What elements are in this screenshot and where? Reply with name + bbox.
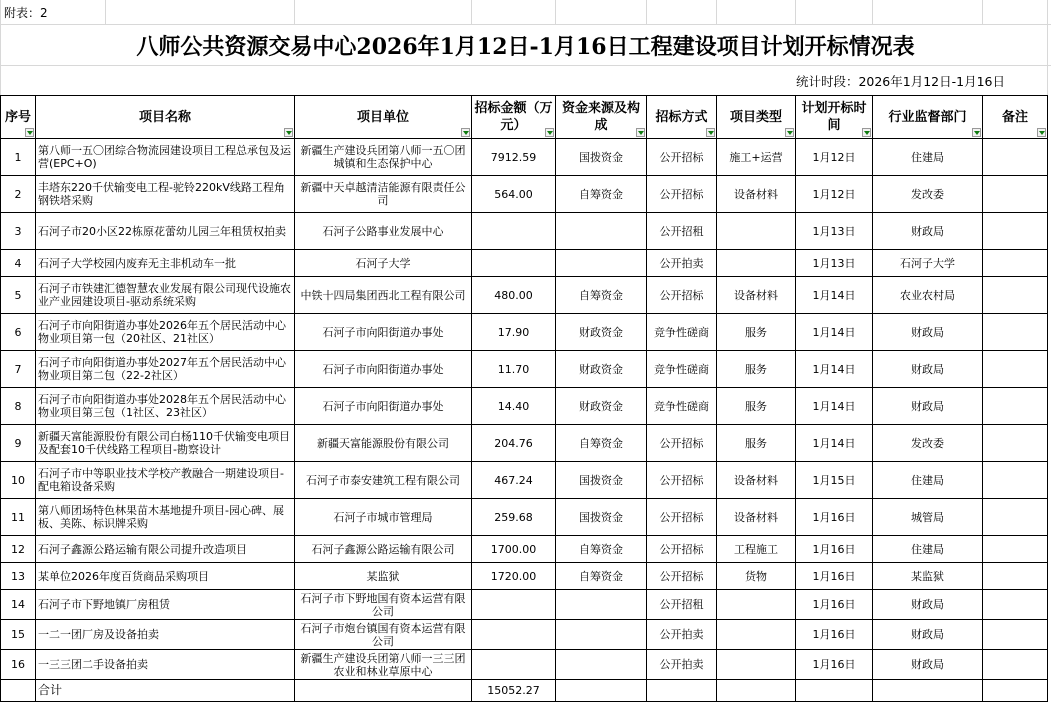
- cell-seq[interactable]: 13: [1, 563, 36, 590]
- cell-supervisor[interactable]: 发改委: [873, 176, 983, 213]
- cell-project-unit[interactable]: 某监狱: [295, 563, 472, 590]
- cell-remarks[interactable]: [983, 176, 1048, 213]
- cell-seq[interactable]: 6: [1, 314, 36, 351]
- table-row: [1, 620, 1048, 650]
- cell-seq[interactable]: 9: [1, 425, 36, 462]
- cell-amount[interactable]: [472, 620, 556, 650]
- cell-project-type[interactable]: 货物: [717, 563, 796, 590]
- cell-seq[interactable]: 5: [1, 277, 36, 314]
- cell-supervisor[interactable]: 石河子大学: [873, 250, 983, 277]
- cell-project-name[interactable]: 一二一团厂房及设备拍卖: [36, 620, 295, 650]
- empty-cell[interactable]: [983, 680, 1048, 702]
- cell-supervisor[interactable]: 财政局: [873, 213, 983, 250]
- cell-remarks[interactable]: [983, 425, 1048, 462]
- cell-bid-method[interactable]: 公开招租: [647, 590, 717, 620]
- cell-planned-time[interactable]: 1月14日: [796, 351, 873, 388]
- header-project-unit[interactable]: 项目单位: [295, 96, 472, 139]
- empty-cell[interactable]: [1, 680, 36, 702]
- cell-project-name[interactable]: 石河子市向阳街道办事处2028年五个居民活动中心物业项目第三包（1社区、23社区）: [36, 388, 295, 425]
- cell-project-name[interactable]: 石河子鑫源公路运输有限公司提升改造项目: [36, 536, 295, 563]
- gridline: [0, 24, 1051, 25]
- cell-project-type[interactable]: 服务: [717, 314, 796, 351]
- filter-dropdown-icon[interactable]: [972, 128, 981, 137]
- cell-project-type[interactable]: [717, 590, 796, 620]
- cell-seq[interactable]: 14: [1, 590, 36, 620]
- cell-fund-source[interactable]: 财政资金: [556, 388, 647, 425]
- empty-cell[interactable]: [295, 680, 472, 702]
- cell-amount[interactable]: [472, 650, 556, 680]
- cell-bid-method[interactable]: 公开招标: [647, 139, 717, 176]
- cell-remarks[interactable]: [983, 590, 1048, 620]
- table-row: [1, 499, 1048, 536]
- cell-remarks[interactable]: [983, 277, 1048, 314]
- empty-cell[interactable]: [647, 680, 717, 702]
- gridline: [795, 0, 796, 24]
- cell-project-type[interactable]: 设备材料: [717, 499, 796, 536]
- cell-planned-time[interactable]: 1月16日: [796, 590, 873, 620]
- cell-project-name[interactable]: 石河子大学校园内废弃无主非机动车一批: [36, 250, 295, 277]
- gridline: [0, 65, 1051, 66]
- cell-project-name[interactable]: 丰塔东220千伏输变电工程-驼铃220kV线路工程角钢铁塔采购: [36, 176, 295, 213]
- statistics-period: 统计时段：2026年1月12日-1月16日: [795, 74, 1005, 89]
- empty-cell[interactable]: [556, 680, 647, 702]
- cell-bid-method[interactable]: 竞争性磋商: [647, 351, 717, 388]
- cell-project-name[interactable]: 某单位2026年度百货商品采购项目: [36, 563, 295, 590]
- cell-project-name[interactable]: 石河子市20小区22栋原花蕾幼儿园三年租赁权拍卖: [36, 213, 295, 250]
- cell-supervisor[interactable]: 财政局: [873, 620, 983, 650]
- cell-bid-method[interactable]: 公开招标: [647, 425, 717, 462]
- cell-seq[interactable]: 11: [1, 499, 36, 536]
- cell-project-unit[interactable]: 新疆生产建设兵团第八师一五〇团城镇和生态保护中心: [295, 139, 472, 176]
- cell-seq[interactable]: 3: [1, 213, 36, 250]
- cell-bid-method[interactable]: 公开招标: [647, 277, 717, 314]
- cell-project-type[interactable]: [717, 250, 796, 277]
- cell-fund-source[interactable]: 国拨资金: [556, 499, 647, 536]
- table-row: [1, 176, 1048, 213]
- cell-planned-time[interactable]: 1月13日: [796, 213, 873, 250]
- cell-planned-time[interactable]: 1月16日: [796, 650, 873, 680]
- cell-project-name[interactable]: 新疆天富能源股份有限公司白杨110千伏输变电项目及配套10千伏线路工程项目-勘察设计: [36, 425, 295, 462]
- cell-seq[interactable]: 1: [1, 139, 36, 176]
- gridline: [105, 0, 106, 24]
- cell-remarks[interactable]: [983, 351, 1048, 388]
- page-title: 八师公共资源交易中心2026年1月12日-1月16日工程建设项目计划开标情况表: [136, 34, 915, 60]
- total-label[interactable]: 合计: [36, 680, 295, 702]
- table-row: [1, 351, 1048, 388]
- table-row: [1, 563, 1048, 590]
- cell-project-name[interactable]: 石河子市铁建汇德智慧农业发展有限公司现代设施农业产业园建设项目-驱动系统采购: [36, 277, 295, 314]
- cell-fund-source[interactable]: 自筹资金: [556, 277, 647, 314]
- cell-planned-time[interactable]: 1月16日: [796, 620, 873, 650]
- cell-remarks[interactable]: [983, 139, 1048, 176]
- cell-project-unit[interactable]: 石河子市向阳街道办事处: [295, 314, 472, 351]
- cell-planned-time[interactable]: 1月14日: [796, 388, 873, 425]
- cell-bid-method[interactable]: 竞争性磋商: [647, 388, 717, 425]
- cell-amount[interactable]: 204.76: [472, 425, 556, 462]
- empty-cell[interactable]: [717, 680, 796, 702]
- cell-planned-time[interactable]: 1月12日: [796, 176, 873, 213]
- bid-schedule-table: [0, 95, 1048, 702]
- cell-supervisor[interactable]: 住建局: [873, 462, 983, 499]
- cell-project-type[interactable]: 服务: [717, 425, 796, 462]
- header-fund-source[interactable]: 资金来源及构成: [556, 96, 647, 139]
- cell-bid-method[interactable]: 公开招标: [647, 176, 717, 213]
- table-row: [1, 388, 1048, 425]
- cell-supervisor[interactable]: 城管局: [873, 499, 983, 536]
- cell-remarks[interactable]: [983, 314, 1048, 351]
- cell-bid-method[interactable]: 公开招标: [647, 563, 717, 590]
- cell-bid-method[interactable]: 公开拍卖: [647, 620, 717, 650]
- cell-supervisor[interactable]: 某监狱: [873, 563, 983, 590]
- filter-dropdown-icon[interactable]: [461, 128, 470, 137]
- cell-project-name[interactable]: 石河子市向阳街道办事处2027年五个居民活动中心物业项目第二包（22-2社区）: [36, 351, 295, 388]
- cell-seq[interactable]: 4: [1, 250, 36, 277]
- cell-remarks[interactable]: [983, 563, 1048, 590]
- header-remarks[interactable]: 备注: [983, 96, 1048, 139]
- cell-remarks[interactable]: [983, 650, 1048, 680]
- cell-bid-method[interactable]: 公开拍卖: [647, 250, 717, 277]
- cell-bid-method[interactable]: 公开招租: [647, 213, 717, 250]
- cell-planned-time[interactable]: 1月14日: [796, 314, 873, 351]
- cell-fund-source[interactable]: 自筹资金: [556, 536, 647, 563]
- cell-project-unit[interactable]: 石河子市向阳街道办事处: [295, 388, 472, 425]
- table-row: [1, 277, 1048, 314]
- cell-seq[interactable]: 2: [1, 176, 36, 213]
- cell-remarks[interactable]: [983, 388, 1048, 425]
- cell-amount[interactable]: 480.00: [472, 277, 556, 314]
- filter-dropdown-icon[interactable]: [1037, 128, 1046, 137]
- table-row: [1, 590, 1048, 620]
- cell-project-unit[interactable]: 新疆生产建设兵团第八师一三三团农业和林业草原中心: [295, 650, 472, 680]
- gridline: [471, 0, 472, 24]
- empty-cell[interactable]: [873, 680, 983, 702]
- cell-planned-time[interactable]: 1月12日: [796, 139, 873, 176]
- header-amount[interactable]: 招标金额（万元）: [472, 96, 556, 139]
- cell-project-type[interactable]: 服务: [717, 351, 796, 388]
- header-bid-method[interactable]: 招标方式: [647, 96, 717, 139]
- cell-project-type[interactable]: [717, 650, 796, 680]
- cell-fund-source[interactable]: 自筹资金: [556, 563, 647, 590]
- cell-fund-source[interactable]: [556, 650, 647, 680]
- cell-amount[interactable]: 467.24: [472, 462, 556, 499]
- header-seq[interactable]: 序号: [1, 96, 36, 139]
- cell-planned-time[interactable]: 1月16日: [796, 499, 873, 536]
- cell-project-type[interactable]: [717, 620, 796, 650]
- cell-amount[interactable]: [472, 250, 556, 277]
- cell-remarks[interactable]: [983, 462, 1048, 499]
- header-project-type[interactable]: 项目类型: [717, 96, 796, 139]
- cell-fund-source[interactable]: 财政资金: [556, 314, 647, 351]
- cell-project-name[interactable]: 石河子市中等职业技术学校产教融合一期建设项目-配电箱设备采购: [36, 462, 295, 499]
- filter-dropdown-icon[interactable]: [706, 128, 715, 137]
- filter-dropdown-icon[interactable]: [284, 128, 293, 137]
- gridline: [555, 0, 556, 24]
- cell-project-type[interactable]: 设备材料: [717, 176, 796, 213]
- table-row: [1, 139, 1048, 176]
- cell-project-name[interactable]: 石河子市下野地镇厂房租赁: [36, 590, 295, 620]
- cell-amount[interactable]: 14.40: [472, 388, 556, 425]
- cell-fund-source[interactable]: [556, 213, 647, 250]
- cell-planned-time[interactable]: 1月16日: [796, 563, 873, 590]
- cell-project-unit[interactable]: 石河子市城市管理局: [295, 499, 472, 536]
- cell-fund-source[interactable]: 财政资金: [556, 351, 647, 388]
- cell-supervisor[interactable]: 财政局: [873, 351, 983, 388]
- cell-remarks[interactable]: [983, 499, 1048, 536]
- gridline: [716, 0, 717, 24]
- cell-project-name[interactable]: 石河子市向阳街道办事处2026年五个居民活动中心物业项目第一包（20社区、21社区）: [36, 314, 295, 351]
- cell-fund-source[interactable]: [556, 250, 647, 277]
- cell-project-unit[interactable]: 中铁十四局集团西北工程有限公司: [295, 277, 472, 314]
- cell-project-unit[interactable]: 石河子市下野地国有资本运营有限公司: [295, 590, 472, 620]
- cell-seq[interactable]: 12: [1, 536, 36, 563]
- cell-seq[interactable]: 10: [1, 462, 36, 499]
- cell-project-unit[interactable]: 石河子大学: [295, 250, 472, 277]
- table-row: [1, 462, 1048, 499]
- cell-remarks[interactable]: [983, 536, 1048, 563]
- header-supervisor[interactable]: 行业监督部门: [873, 96, 983, 139]
- cell-amount[interactable]: 11.70: [472, 351, 556, 388]
- cell-amount[interactable]: [472, 590, 556, 620]
- header-planned-time[interactable]: 计划开标时间: [796, 96, 873, 139]
- cell-project-unit[interactable]: 石河子鑫源公路运输有限公司: [295, 536, 472, 563]
- gridline: [982, 0, 983, 24]
- attachment-label: 附表：2: [4, 6, 48, 20]
- cell-fund-source[interactable]: 自筹资金: [556, 176, 647, 213]
- cell-project-type[interactable]: [717, 213, 796, 250]
- cell-amount[interactable]: 17.90: [472, 314, 556, 351]
- cell-project-name[interactable]: 第八师团场特色林果苗木基地提升项目-园心碑、展板、美陈、标识牌采购: [36, 499, 295, 536]
- cell-supervisor[interactable]: 财政局: [873, 590, 983, 620]
- filter-dropdown-icon[interactable]: [25, 128, 34, 137]
- cell-project-type[interactable]: 施工+运营: [717, 139, 796, 176]
- cell-planned-time[interactable]: 1月14日: [796, 277, 873, 314]
- cell-fund-source[interactable]: 国拨资金: [556, 462, 647, 499]
- cell-bid-method[interactable]: 公开拍卖: [647, 650, 717, 680]
- cell-project-type[interactable]: 设备材料: [717, 462, 796, 499]
- cell-project-unit[interactable]: 石河子市炮台镇国有资本运营有限公司: [295, 620, 472, 650]
- gridline: [294, 0, 295, 24]
- filter-dropdown-icon[interactable]: [862, 128, 871, 137]
- cell-project-unit[interactable]: 石河子市向阳街道办事处: [295, 351, 472, 388]
- cell-seq[interactable]: 8: [1, 388, 36, 425]
- header-project-name[interactable]: 项目名称: [36, 96, 295, 139]
- cell-planned-time[interactable]: 1月13日: [796, 250, 873, 277]
- cell-amount[interactable]: 259.68: [472, 499, 556, 536]
- cell-seq[interactable]: 15: [1, 620, 36, 650]
- cell-project-name[interactable]: 一三三团二手设备拍卖: [36, 650, 295, 680]
- cell-project-unit[interactable]: 石河子公路事业发展中心: [295, 213, 472, 250]
- cell-supervisor[interactable]: 住建局: [873, 139, 983, 176]
- gridline: [872, 0, 873, 24]
- cell-project-unit[interactable]: 新疆天富能源股份有限公司: [295, 425, 472, 462]
- table-row: [1, 425, 1048, 462]
- cell-fund-source[interactable]: 国拨资金: [556, 139, 647, 176]
- cell-project-unit[interactable]: 新疆中天卓越清洁能源有限责任公司: [295, 176, 472, 213]
- cell-supervisor[interactable]: 住建局: [873, 536, 983, 563]
- cell-amount[interactable]: [472, 213, 556, 250]
- gridline: [646, 0, 647, 24]
- header-row: [1, 96, 1048, 139]
- cell-remarks[interactable]: [983, 213, 1048, 250]
- cell-supervisor[interactable]: 财政局: [873, 314, 983, 351]
- cell-amount[interactable]: 1700.00: [472, 536, 556, 563]
- cell-supervisor[interactable]: 财政局: [873, 650, 983, 680]
- filter-dropdown-icon[interactable]: [785, 128, 794, 137]
- cell-amount[interactable]: 7912.59: [472, 139, 556, 176]
- cell-bid-method[interactable]: 公开招标: [647, 499, 717, 536]
- cell-supervisor[interactable]: 财政局: [873, 388, 983, 425]
- cell-planned-time[interactable]: 1月15日: [796, 462, 873, 499]
- cell-bid-method[interactable]: 公开招标: [647, 536, 717, 563]
- cell-planned-time[interactable]: 1月16日: [796, 536, 873, 563]
- cell-seq[interactable]: 16: [1, 650, 36, 680]
- cell-remarks[interactable]: [983, 620, 1048, 650]
- total-row: [1, 680, 1048, 702]
- cell-fund-source[interactable]: [556, 620, 647, 650]
- table-row: [1, 650, 1048, 680]
- cell-planned-time[interactable]: 1月14日: [796, 425, 873, 462]
- cell-remarks[interactable]: [983, 250, 1048, 277]
- table-row: [1, 213, 1048, 250]
- cell-supervisor[interactable]: 发改委: [873, 425, 983, 462]
- table-row: [1, 314, 1048, 351]
- cell-project-type[interactable]: 服务: [717, 388, 796, 425]
- empty-cell[interactable]: [796, 680, 873, 702]
- cell-amount[interactable]: 564.00: [472, 176, 556, 213]
- cell-amount[interactable]: 1720.00: [472, 563, 556, 590]
- filter-dropdown-icon[interactable]: [636, 128, 645, 137]
- table-row: [1, 536, 1048, 563]
- cell-project-name[interactable]: 第八师一五〇团综合物流园建设项目工程总承包及运营(EPC+O): [36, 139, 295, 176]
- total-amount[interactable]: 15052.27: [472, 680, 556, 702]
- cell-fund-source[interactable]: 自筹资金: [556, 425, 647, 462]
- cell-project-type[interactable]: 工程施工: [717, 536, 796, 563]
- cell-project-unit[interactable]: 石河子市泰安建筑工程有限公司: [295, 462, 472, 499]
- cell-fund-source[interactable]: [556, 590, 647, 620]
- cell-supervisor[interactable]: 农业农村局: [873, 277, 983, 314]
- filter-dropdown-icon[interactable]: [545, 128, 554, 137]
- cell-project-type[interactable]: 设备材料: [717, 277, 796, 314]
- cell-bid-method[interactable]: 竞争性磋商: [647, 314, 717, 351]
- table-row: [1, 250, 1048, 277]
- cell-seq[interactable]: 7: [1, 351, 36, 388]
- cell-bid-method[interactable]: 公开招标: [647, 462, 717, 499]
